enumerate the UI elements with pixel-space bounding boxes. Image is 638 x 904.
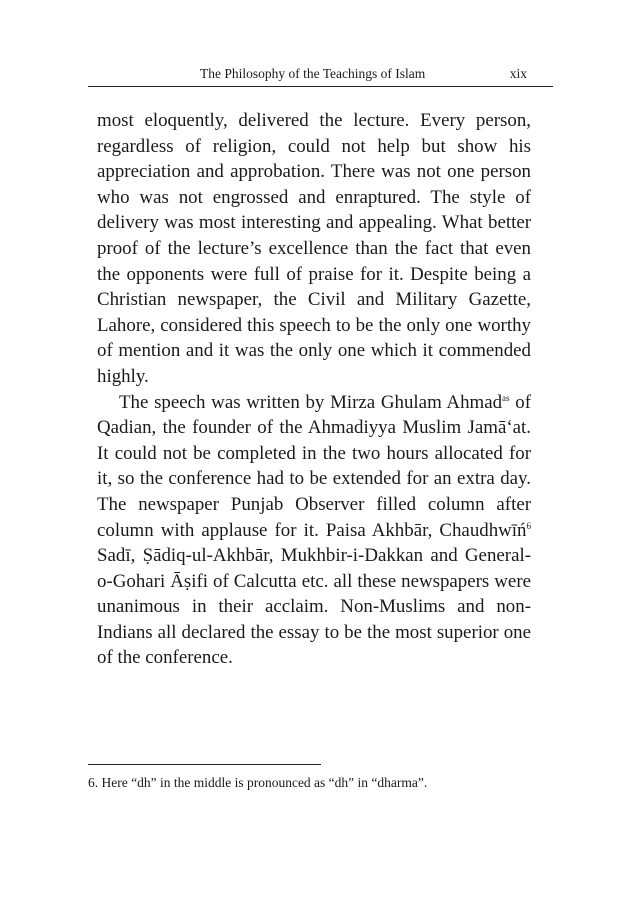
running-header <box>88 62 553 87</box>
paragraph-2-part-a: The speech was written by Mirza Ghulam Ahmad <box>119 391 503 413</box>
honorific-superscript: as <box>502 392 510 403</box>
footnote-reference[interactable]: 6 <box>526 520 531 531</box>
body-text <box>97 108 531 671</box>
footnote-divider <box>88 764 321 765</box>
paragraph-2-part-c: Sadī, Ṣādiq-ul-Akhbār, Mukhbir-i-Dakkan and General-o-Gohari Āṣifi of Calcutta etc. all these newspapers were unanimous in their acclaim. Non-Muslims and non-Indians all declared the essay to be the most superior one of the conference. <box>97 545 531 669</box>
page-number: xix <box>509 66 527 81</box>
footnote-6: 6. Here “dh” in the middle is pronounced as “dh” in “dharma”. <box>88 775 428 790</box>
paragraph-2-part-b: of Qadian, the founder of the Ahmadiyya Muslim Jamā‘at. It could not be completed in the two hours allocated for it, so the conference had to be extended for an extra day. The newspaper Punjab Observer filled column after column with applause for it. Paisa Akhbār, Chaudhwīń <box>97 391 531 541</box>
paragraph-1: most eloquently, delivered the lecture. Every person, regardless of religion, could not help but show his appreciation and approbation. There was not one person who was not engrossed and enraptured. The style of delivery was most interesting and appealing. What better proof of the lecture’s excellence than the fact that even the opponents were full of praise for it. Despite being a Christian newspaper, the Civil and Military Gazette, Lahore, considered this speech to be the only one worthy of mention and it was the only one which it commended highly. <box>97 110 531 387</box>
running-title: The Philosophy of the Teachings of Islam <box>200 66 426 81</box>
paragraph-2 <box>97 390 531 672</box>
